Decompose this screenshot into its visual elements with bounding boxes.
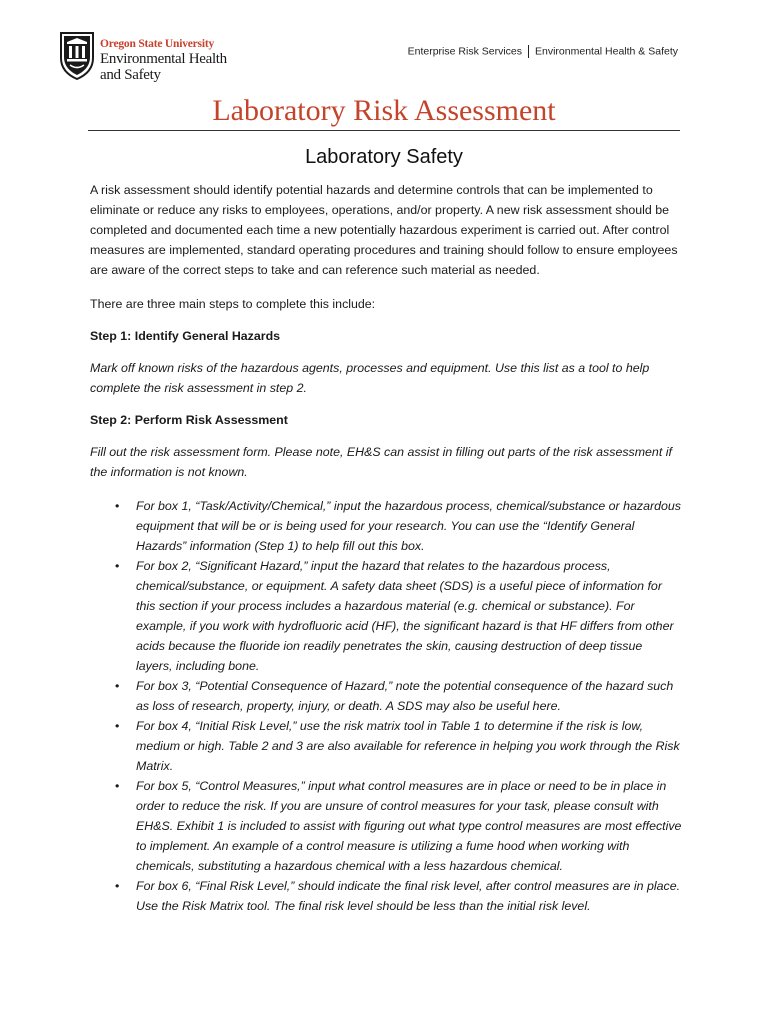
page-header (58, 28, 680, 88)
ehs-link[interactable]: Environmental Health & Safety (535, 45, 678, 58)
list-item: • For box 5, “Control Measures,” input what control measures are in place or need to be in place in order to reduce the risk. If you are unsure of control measures for your task, please consult with EH&S. Exhibit 1 is included to assist with figuring out what type control measures are most effective to implement. An example of a control measure is utilizing a fume hood when working with chemicals, substituting a hazardous chemical with a less hazardous chemical. (90, 776, 682, 876)
department-name-line2: and Safety (100, 67, 161, 83)
steps-intro: There are three main steps to complete this include: (90, 297, 376, 311)
title-divider (88, 130, 680, 131)
header-links (408, 45, 678, 58)
osu-ehs-logo[interactable] (58, 28, 228, 88)
osu-seal-icon (58, 30, 96, 80)
department-name-line1: Environmental Health (100, 51, 227, 67)
list-item: • For box 3, “Potential Consequence of Hazard,” note the potential consequence of the hazard such as loss of research, property, injury, or death. A SDS may also be useful here. (90, 676, 682, 716)
step1-text: Mark off known risks of the hazardous agents, processes and equipment. Use this list as a tool to help complete the risk assessment in step 2. (90, 361, 650, 395)
list-item: • For box 6, “Final Risk Level,” should indicate the final risk level, after control measures are in place. Use the Risk Matrix tool. The final risk level should be less than the initial risk level. (90, 876, 682, 916)
step1-heading: Step 1: Identify General Hazards (90, 329, 281, 343)
page-subtitle: Laboratory Safety (305, 146, 463, 168)
list-item: • For box 2, “Significant Hazard,” input the hazard that relates to the hazardous process, chemical/substance, or equipment. A safety data sheet (SDS) is a useful piece of information for this section if your process includes a hazardous material (e.g. chemical or substance). For example, if you work with hydrofluoric acid (HF), the significant hazard is that HF differs from other acids because the fluoride ion readily penetrates the skin, causing destruction of deep tissue layers, including bone. (90, 556, 682, 676)
step2-instructions-list (90, 496, 682, 916)
header-divider (528, 45, 529, 58)
list-item: • For box 1, “Task/Activity/Chemical,” input the hazardous process, chemical/substance or hazardous equipment that will be or is being used for your research. You can use the “Identify General Hazards” information (Step 1) to help fill out this box. (90, 496, 682, 556)
page-title: Laboratory Risk Assessment (212, 94, 556, 127)
step2-text: Fill out the risk assessment form. Please note, EH&S can assist in filling out parts of the risk assessment if the information is not known. (90, 445, 672, 479)
intro-paragraph: A risk assessment should identify potential hazards and determine controls that can be implemented to eliminate or reduce any risks to employees, operations, and/or property. A new risk assessment should be completed and documented each time a new potentially hazardous experiment is carried out. After control measures are implemented, standard operating procedures and training should follow to ensure employees are aware of the correct steps to take and can reference such material as needed. (90, 183, 678, 277)
step2-heading: Step 2: Perform Risk Assessment (90, 413, 288, 427)
document-body (90, 180, 682, 916)
enterprise-risk-services-link[interactable]: Enterprise Risk Services (407, 45, 522, 58)
list-item: • For box 4, “Initial Risk Level,” use the risk matrix tool in Table 1 to determine if the risk is low, medium or high. Table 2 and 3 are also available for reference in helping you work through the Risk Matrix. (90, 716, 682, 776)
university-name: Oregon State University (100, 38, 215, 50)
